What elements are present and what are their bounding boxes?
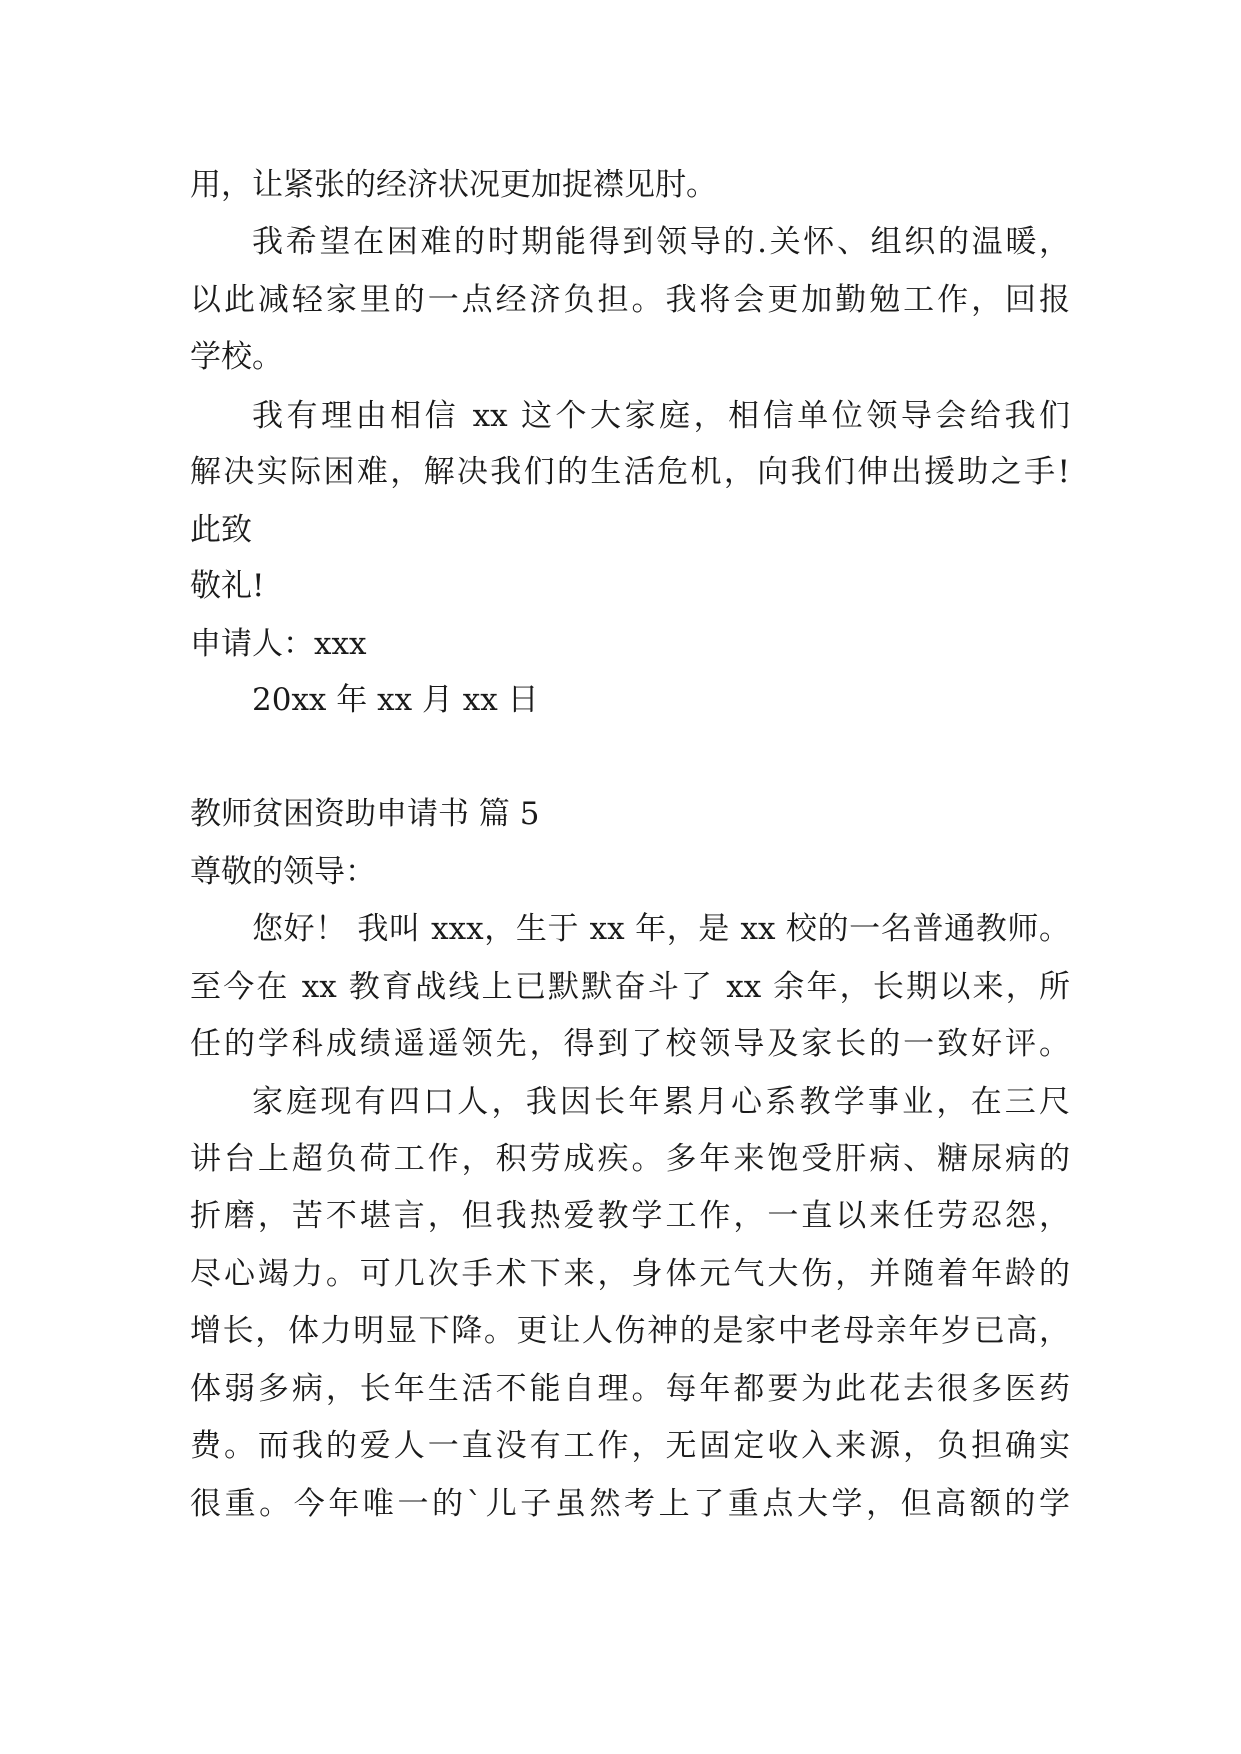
text-line: 增长，体力明显下降。更让人伤神的是家中老母亲年岁已高， (190, 1313, 1070, 1349)
text-line: 我希望在困难的时期能得到领导的.关怀、组织的温暖， (252, 224, 1070, 260)
text-line: 至今在 xx 教育战线上已默默奋斗了 xx 余年，长期以来，所 (190, 969, 1070, 1005)
section-title: 教师贫困资助申请书 篇 5 (190, 796, 540, 832)
text-line: 费。而我的爱人一直没有工作，无固定收入来源，负担确实 (190, 1428, 1070, 1464)
text-line: 体弱多病，长年生活不能自理。每年都要为此花去很多医药 (190, 1371, 1070, 1407)
greeting-line: 尊敬的领导： (190, 854, 376, 890)
text-line: 解决实际困难，解决我们的生活危机，向我们伸出援助之手! (190, 454, 1070, 490)
text-line: 学校。 (190, 339, 283, 375)
text-line: 家庭现有四口人，我因长年累月心系教学事业，在三尺 (252, 1084, 1070, 1120)
date-line: 20xx 年 xx 月 xx 日 (252, 682, 539, 718)
text-line: 您好！ 我叫 xxx，生于 xx 年，是 xx 校的一名普通教师。 (252, 911, 1070, 947)
salutation-line: 敬礼! (190, 568, 265, 604)
text-line: 讲台上超负荷工作，积劳成疾。多年来饱受肝病、糖尿病的 (190, 1141, 1070, 1177)
text-line: 很重。今年唯一的`儿子虽然考上了重点大学，但高额的学 (190, 1486, 1070, 1522)
text-line: 用，让紧张的经济状况更加捉襟见肘。 (190, 167, 717, 203)
text-line: 折磨，苦不堪言，但我热爱教学工作，一直以来任劳忍怨， (190, 1198, 1070, 1234)
text-line: 以此减轻家里的一点经济负担。我将会更加勤勉工作，回报 (190, 282, 1070, 318)
text-line: 尽心竭力。可几次手术下来，身体元气大伤，并随着年龄的 (190, 1256, 1070, 1292)
text-line: 我有理由相信 xx 这个大家庭，相信单位领导会给我们 (252, 398, 1070, 434)
closing-line: 此致 (190, 512, 252, 548)
applicant-line: 申请人：xxx (190, 626, 367, 662)
text-line: 任的学科成绩遥遥领先，得到了校领导及家长的一致好评。 (190, 1026, 1070, 1062)
